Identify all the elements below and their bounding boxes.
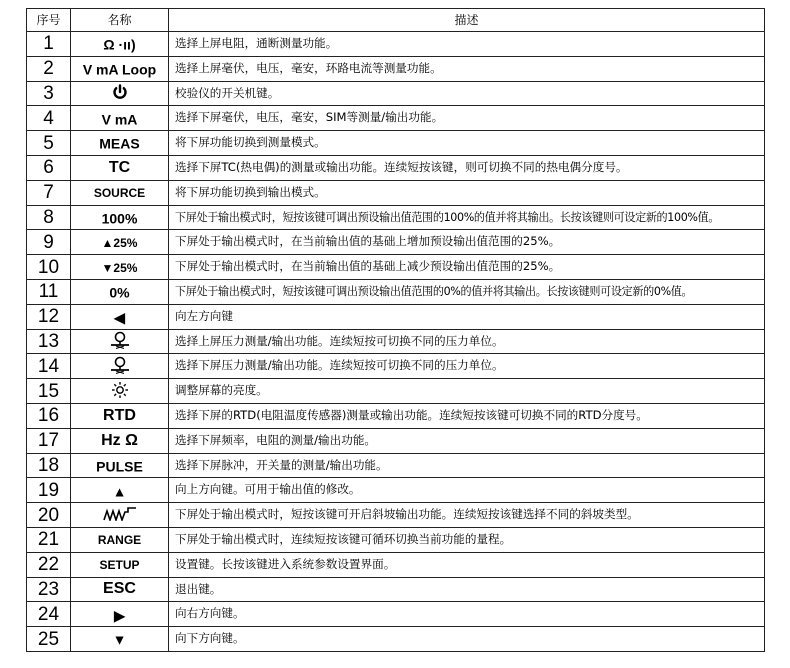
table-row [27, 180, 765, 205]
row-number: 8 [27, 205, 71, 230]
key-name [71, 32, 169, 57]
key-function-table [26, 8, 765, 652]
row-number: 11 [27, 279, 71, 304]
table-row [27, 81, 765, 106]
key-description: 下屏处于输出模式时，短按该键可调出预设输出值范围的100%的值并将其输出。长按该键则可设定新的100%值。 [169, 205, 765, 230]
table-row [27, 32, 765, 57]
header-name: 名称 [71, 9, 169, 32]
table-row [27, 552, 765, 577]
key-description: 向上方向键。可用于输出值的修改。 [169, 478, 765, 503]
row-number: 25 [27, 627, 71, 652]
row-number: 24 [27, 602, 71, 627]
row-number: 17 [27, 428, 71, 453]
key-label: RANGE [97, 533, 142, 548]
row-number: 13 [27, 329, 71, 354]
key-name [71, 155, 169, 180]
table-row [27, 106, 765, 131]
key-name [71, 627, 169, 652]
table-row [27, 255, 765, 280]
row-number: 1 [27, 32, 71, 57]
key-name [71, 255, 169, 280]
key-name [71, 552, 169, 577]
key-name [71, 180, 169, 205]
key-description: 设置键。长按该键进入系统参数设置界面。 [169, 552, 765, 577]
key-label: ▲ [112, 482, 127, 499]
key-description: 下屏处于输出模式时，短按该键可调出预设输出值范围的0%的值并将其输出。长按该键则可设定新的0%值。 [169, 279, 765, 304]
key-label: PULSE [96, 458, 143, 475]
row-number: 20 [27, 503, 71, 528]
row-number: 16 [27, 403, 71, 428]
key-label: ▼25% [101, 260, 138, 275]
row-number: 10 [27, 255, 71, 280]
key-name [71, 205, 169, 230]
row-number: 14 [27, 354, 71, 379]
key-name [71, 106, 169, 131]
key-label: 100% [101, 210, 138, 227]
table-row [27, 503, 765, 528]
brightness-icon [111, 381, 129, 401]
key-description: 选择下屏毫伏，电压，毫安，SIM等测量/输出功能。 [169, 106, 765, 131]
table-row [27, 329, 765, 354]
key-description: 调整屏幕的亮度。 [169, 379, 765, 404]
row-number: 18 [27, 453, 71, 478]
table-row [27, 304, 765, 329]
key-name [71, 403, 169, 428]
key-name [71, 453, 169, 478]
table-row [27, 155, 765, 180]
key-label: TC [108, 158, 131, 176]
key-name [71, 527, 169, 552]
table-row [27, 379, 765, 404]
key-name [71, 478, 169, 503]
pressure-icon [107, 356, 133, 376]
key-label: V mA [101, 110, 138, 127]
key-name [71, 230, 169, 255]
key-description: 选择上屏电阻，通断测量功能。 [169, 32, 765, 57]
key-name [71, 131, 169, 156]
key-label: ▶ [114, 606, 125, 623]
table-row [27, 205, 765, 230]
table-row [27, 131, 765, 156]
table-row [27, 627, 765, 652]
key-description: 选择下屏脉冲，开关量的测量/输出功能。 [169, 453, 765, 478]
key-description: 下屏处于输出模式时，短按该键可开启斜坡输出功能。连续短按该键选择不同的斜坡类型。 [169, 503, 765, 528]
key-name [71, 577, 169, 602]
table-row [27, 428, 765, 453]
key-name [71, 354, 169, 379]
table-row [27, 478, 765, 503]
row-number: 21 [27, 527, 71, 552]
key-name [71, 379, 169, 404]
row-number: 7 [27, 180, 71, 205]
key-label: ▼ [112, 631, 127, 648]
key-description: 下屏处于输出模式时，连续短按该键可循环切换当前功能的量程。 [169, 527, 765, 552]
key-name [71, 279, 169, 304]
key-label: V mA Loop [82, 61, 157, 78]
key-description: 选择下屏压力测量/输出功能。连续短按可切换不同的压力单位。 [169, 354, 765, 379]
key-label: ▲25% [101, 235, 138, 250]
key-name [71, 304, 169, 329]
table-row [27, 527, 765, 552]
key-description: 选择下屏频率，电阻的测量/输出功能。 [169, 428, 765, 453]
row-number: 19 [27, 478, 71, 503]
table-row [27, 577, 765, 602]
key-description: 向右方向键。 [169, 602, 765, 627]
key-label: 0% [109, 284, 130, 301]
key-description: 选择上屏毫伏，电压，毫安，环路电流等测量功能。 [169, 56, 765, 81]
key-name [71, 81, 169, 106]
key-description: 下屏处于输出模式时，在当前输出值的基础上减少预设输出值范围的25%。 [169, 255, 765, 280]
row-number: 23 [27, 577, 71, 602]
row-number: 3 [27, 81, 71, 106]
key-label: ESC [103, 580, 136, 598]
row-number: 9 [27, 230, 71, 255]
key-label: MEAS [99, 135, 140, 152]
pressure-icon [107, 331, 133, 351]
key-name [71, 602, 169, 627]
key-description: 向左方向键 [169, 304, 765, 329]
table-row [27, 56, 765, 81]
key-name [71, 329, 169, 354]
key-label: Ω ·ıı) [103, 36, 136, 53]
table-row [27, 230, 765, 255]
key-description: 选择下屏TC(热电偶)的测量或输出功能。连续短按该键，则可切换不同的热电偶分度号。 [169, 155, 765, 180]
key-description: 选择下屏的RTD(电阻温度传感器)测量或输出功能。连续短按该键可切换不同的RTD分度号。 [169, 403, 765, 428]
table-row [27, 403, 765, 428]
key-label: ◀ [114, 309, 125, 326]
key-label: RTD [103, 406, 136, 424]
table-row [27, 453, 765, 478]
key-description: 下屏处于输出模式时，在当前输出值的基础上增加预设输出值范围的25%。 [169, 230, 765, 255]
row-number: 5 [27, 131, 71, 156]
key-description: 选择上屏压力测量/输出功能。连续短按可切换不同的压力单位。 [169, 329, 765, 354]
key-name [71, 428, 169, 453]
key-description: 将下屏功能切换到输出模式。 [169, 180, 765, 205]
header-no: 序号 [27, 9, 71, 32]
row-number: 12 [27, 304, 71, 329]
table-row [27, 279, 765, 304]
row-number: 15 [27, 379, 71, 404]
key-description: 向下方向键。 [169, 627, 765, 652]
key-label: Hz Ω [101, 431, 138, 449]
table-row [27, 354, 765, 379]
key-description: 退出键。 [169, 577, 765, 602]
header-desc: 描述 [169, 9, 765, 32]
key-description: 校验仪的开关机键。 [169, 81, 765, 106]
table-row [27, 602, 765, 627]
key-description: 将下屏功能切换到测量模式。 [169, 131, 765, 156]
key-name [71, 503, 169, 528]
row-number: 6 [27, 155, 71, 180]
key-label: SOURCE [93, 186, 146, 201]
ramp-icon [103, 507, 137, 523]
key-label: SETUP [99, 558, 140, 573]
power-icon [112, 84, 128, 102]
row-number: 2 [27, 56, 71, 81]
row-number: 4 [27, 106, 71, 131]
key-name [71, 56, 169, 81]
table-header-row [27, 9, 765, 32]
row-number: 22 [27, 552, 71, 577]
